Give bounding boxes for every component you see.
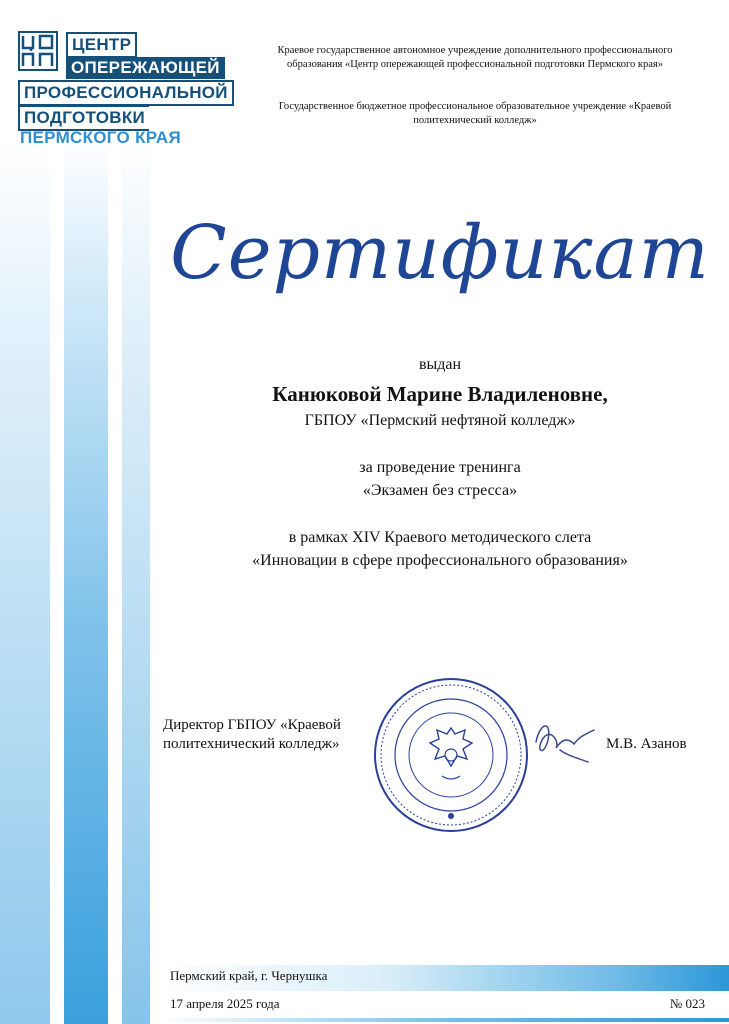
certificate-number: № 023 bbox=[669, 996, 705, 1011]
center-logo bbox=[18, 31, 238, 146]
partner-organization: Государственное бюджетное профессиональное образовательное учреждение «Краевой политехнический колледж» bbox=[278, 101, 672, 126]
decor-stripe-middle bbox=[64, 140, 108, 1024]
logo-line-1: ЦЕНТР bbox=[66, 32, 137, 58]
signatory-name: М.В. Азанов bbox=[606, 736, 687, 752]
logo-line-2: ОПЕРЕЖАЮЩЕЙ bbox=[66, 57, 225, 79]
event-line-2: «Инновации в сфере профессионального образования» bbox=[252, 552, 628, 569]
issue-date: 17 апреля 2025 года bbox=[170, 996, 280, 1011]
decor-stripe-right bbox=[122, 140, 150, 1024]
signatory-position-line-2: политехнический колледж» bbox=[163, 736, 340, 752]
issue-place: Пермский край, г. Чернушка bbox=[170, 968, 328, 983]
issued-label: выдан bbox=[418, 356, 462, 373]
logo-line-4: ПОДГОТОВКИ bbox=[18, 105, 149, 131]
reason-line-2: «Экзамен без стресса» bbox=[362, 482, 518, 499]
signatory-position bbox=[163, 716, 341, 754]
logo-line-3: ПРОФЕССИОНАЛЬНОЙ bbox=[18, 80, 234, 106]
handwritten-signature-icon bbox=[530, 712, 600, 767]
certificate-title: Сертификат bbox=[170, 210, 710, 296]
logo-line-5: ПЕРМСКОГО КРАЯ bbox=[20, 128, 181, 147]
reason-line-1: за проведение тренинга bbox=[359, 459, 521, 476]
footer-rule bbox=[160, 1018, 729, 1022]
signatory-position-line-1: Директор ГБПОУ «Краевой bbox=[163, 717, 341, 733]
recipient-name: Канюковой Марине Владиленовне, bbox=[272, 382, 608, 406]
official-seal-icon bbox=[372, 676, 530, 834]
logo-mark-icon bbox=[18, 31, 58, 71]
issuer-organization: Краевое государственное автономное учреждение дополнительного профессионального образования «Центр опережающей профессиональной подготовки Пермского края» bbox=[277, 45, 673, 70]
event-line-1: в рамках XIV Краевого методического слета bbox=[288, 529, 592, 546]
recipient-organization: ГБПОУ «Пермский нефтяной колледж» bbox=[304, 412, 576, 429]
decor-stripe-left bbox=[0, 140, 50, 1024]
